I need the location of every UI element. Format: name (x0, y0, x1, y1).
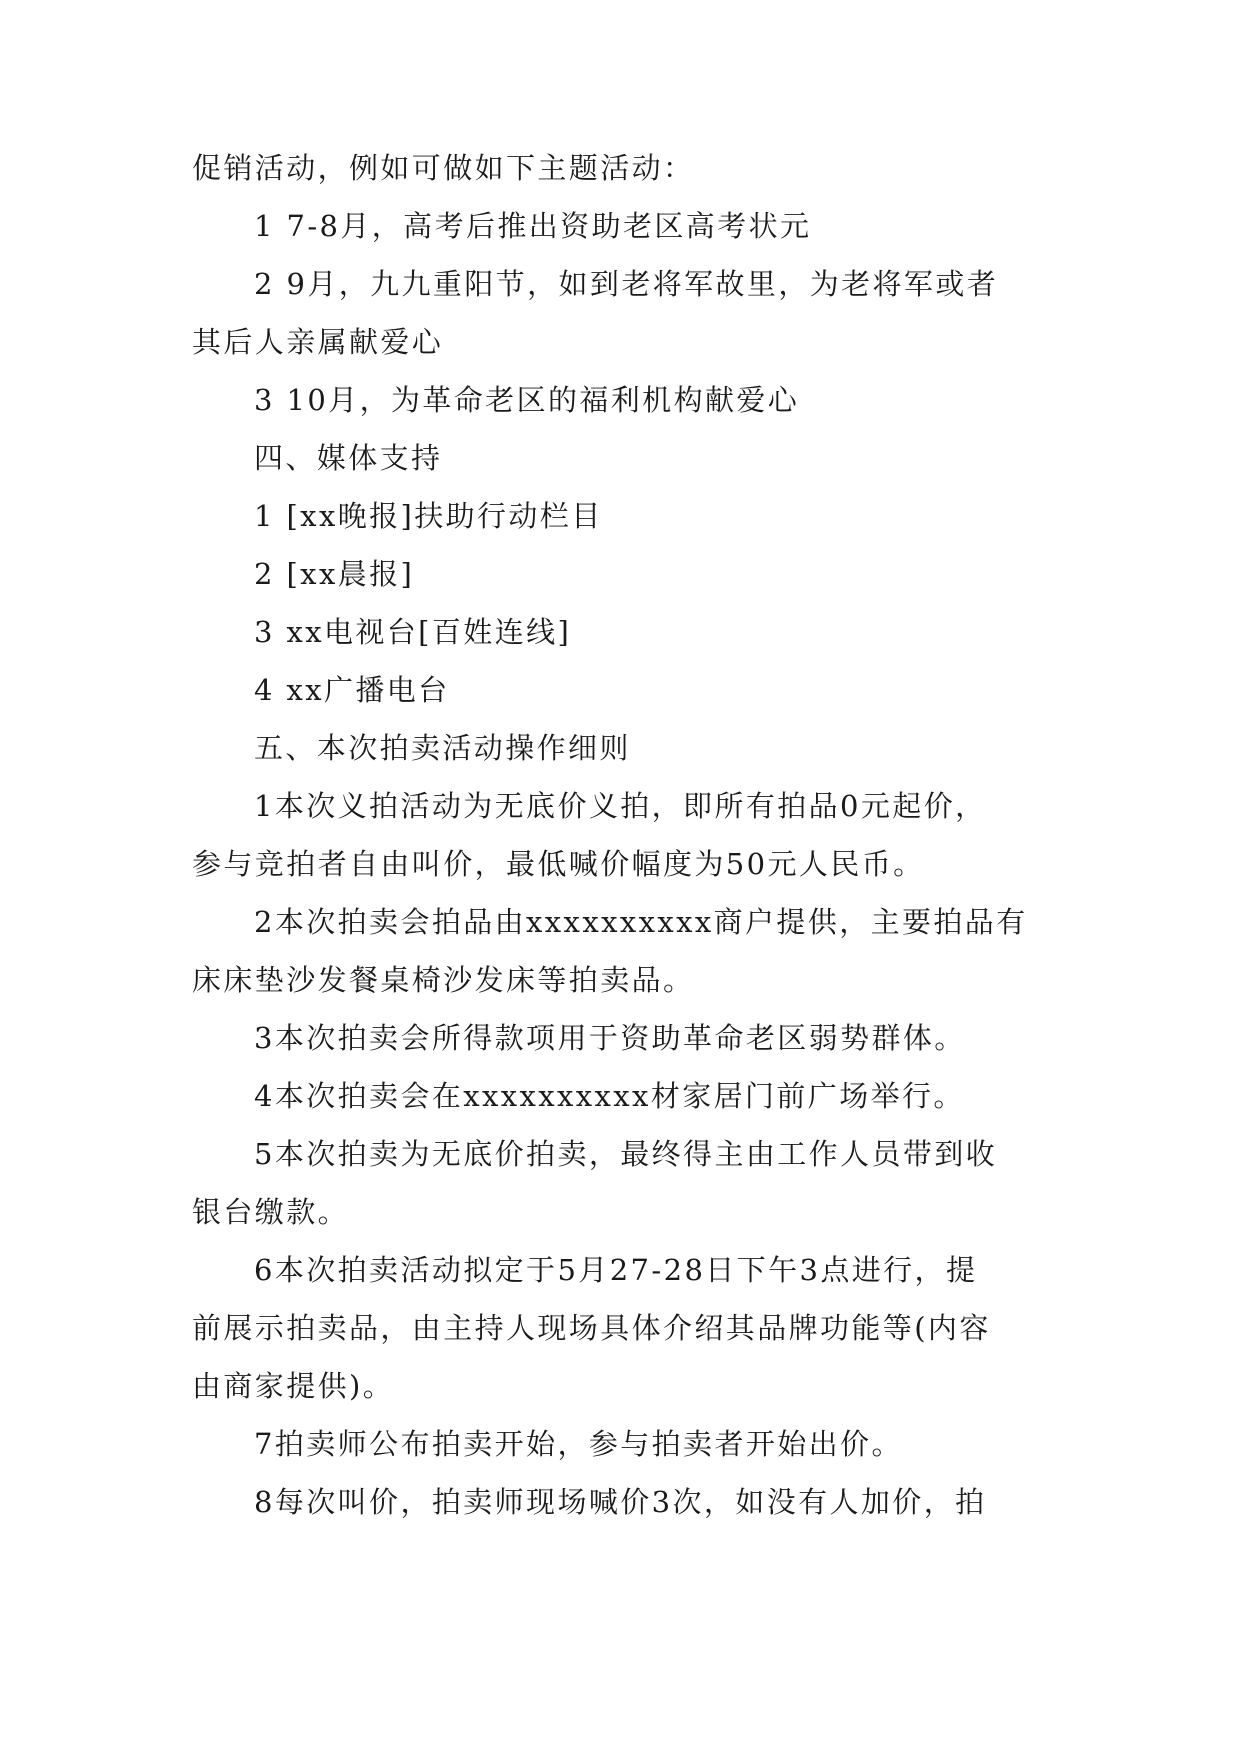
text-line: 参与竞拍者自由叫价，最低喊价幅度为50元人民币。 (192, 847, 925, 881)
text-line: 1 7-8月，高考后推出资助老区高考状元 (254, 209, 812, 243)
text-line: 1 [xx晚报]扶助行动栏目 (254, 499, 603, 533)
text-line: 3 xx电视台[百姓连线] (254, 615, 572, 649)
text-line: 银台缴款。 (192, 1195, 350, 1229)
text-line: 3 10月，为革命老区的福利机构献爱心 (254, 383, 800, 417)
text-line: 床床垫沙发餐桌椅沙发床等拍卖品。 (192, 963, 695, 997)
text-line: 2本次拍卖会拍品由xxxxxxxxxx商户提供，主要拍品有 (254, 905, 1028, 939)
text-line: 4本次拍卖会在xxxxxxxxxx材家居门前广场举行。 (254, 1079, 965, 1113)
text-line: 4 xx广播电台 (254, 673, 450, 707)
text-line: 6本次拍卖活动拟定于5月27-28日下午3点进行，提 (254, 1253, 978, 1287)
section-heading: 四、媒体支持 (254, 441, 443, 475)
text-line: 8每次叫价，拍卖师现场喊价3次，如没有人加价，拍 (254, 1485, 987, 1519)
text-line: 其后人亲属献爱心 (192, 325, 444, 359)
text-line: 1本次义拍活动为无底价义拍，即所有拍品0元起价， (254, 789, 987, 823)
text-line: 由商家提供)。 (192, 1369, 395, 1403)
text-line: 7拍卖师公布拍卖开始，参与拍卖者开始出价。 (254, 1427, 903, 1461)
text-line: 5本次拍卖为无底价拍卖，最终得主由工作人员带到收 (254, 1137, 998, 1171)
text-line: 3本次拍卖会所得款项用于资助革命老区弱势群体。 (254, 1021, 966, 1055)
section-heading: 五、本次拍卖活动操作细则 (254, 731, 631, 765)
text-line: 2 9月，九九重阳节，如到老将军故里，为老将军或者 (254, 267, 999, 301)
text-line: 2 [xx晨报] (254, 557, 415, 591)
text-line: 前展示拍卖品，由主持人现场具体介绍其品牌功能等(内容 (192, 1311, 991, 1345)
text-line: 促销活动，例如可做如下主题活动： (192, 151, 695, 185)
